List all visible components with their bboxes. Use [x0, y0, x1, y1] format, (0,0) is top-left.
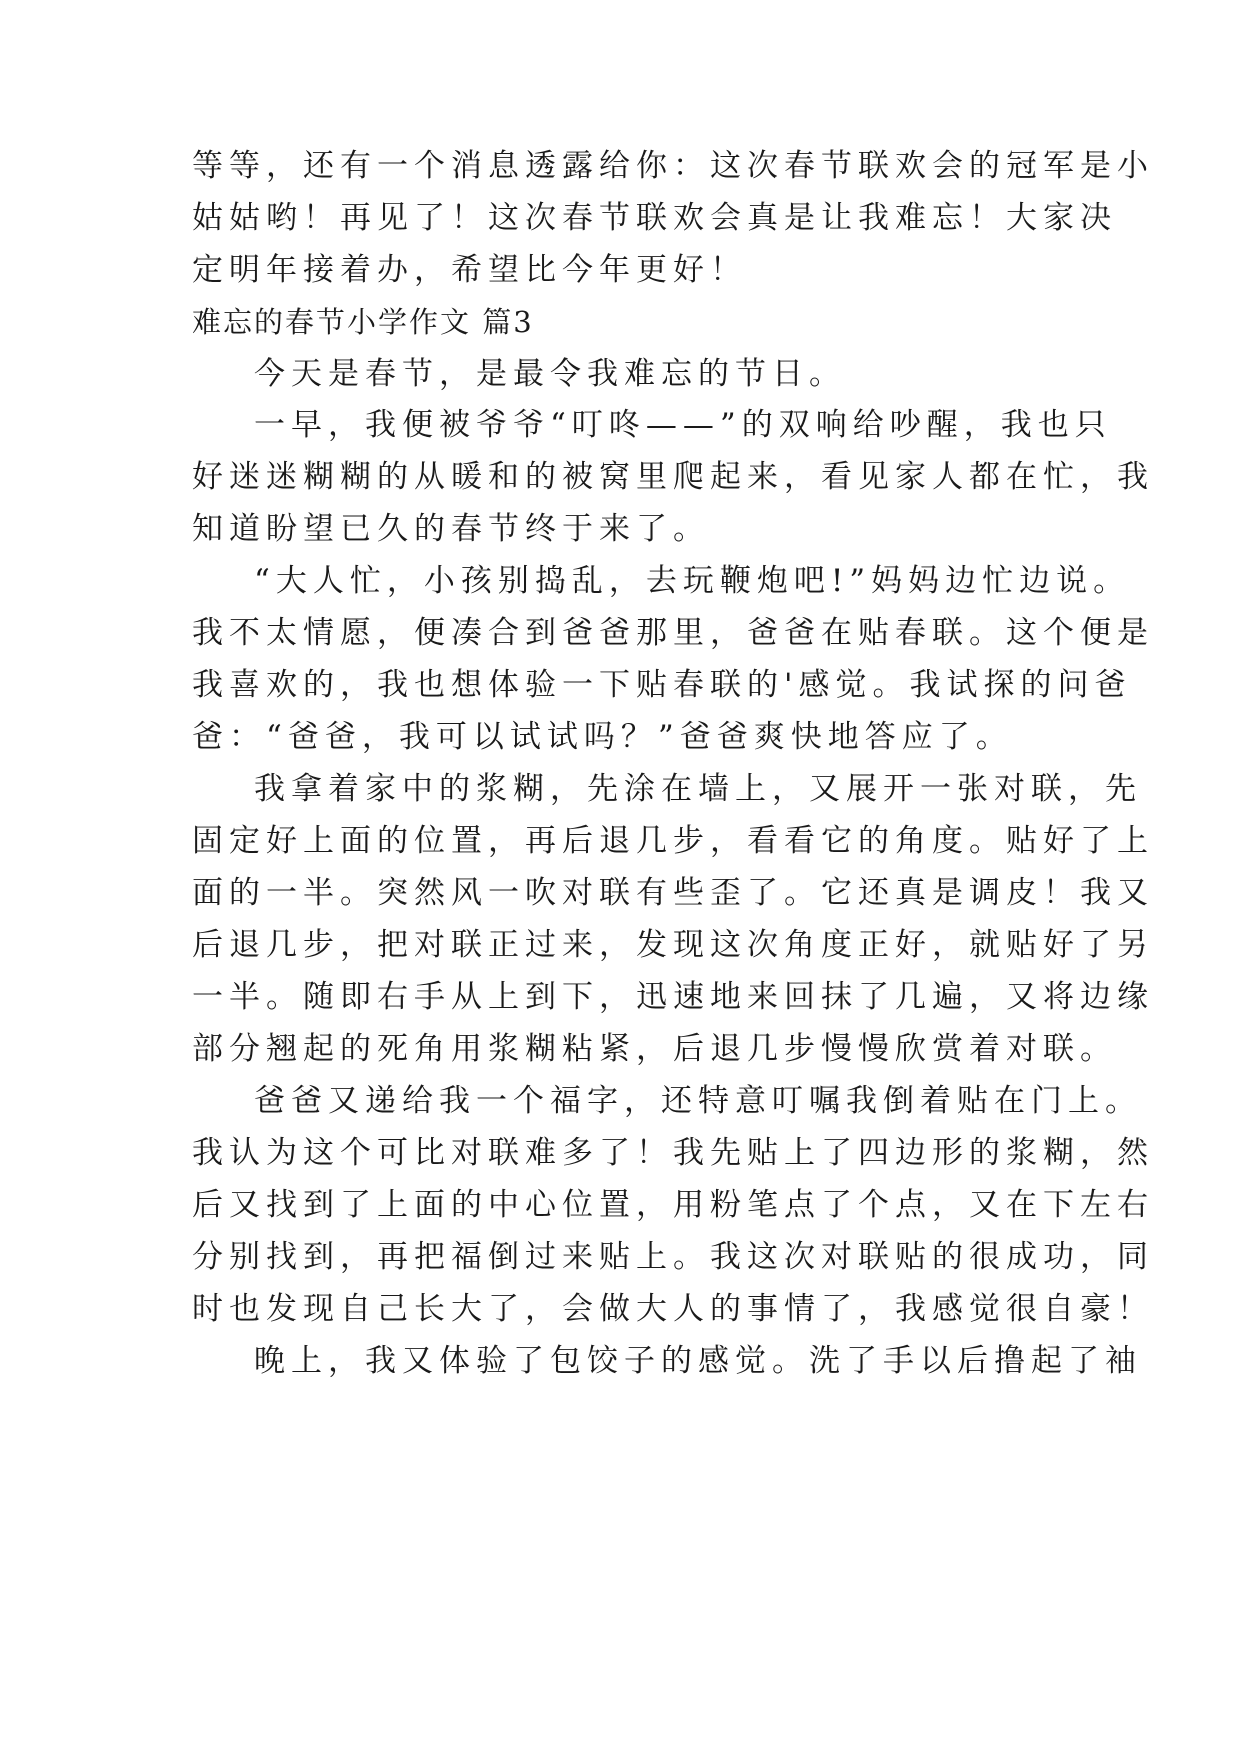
- paragraph-line: 爸：“爸爸，我可以试试吗？”爸爸爽快地答应了。: [192, 719, 1013, 755]
- paragraph-line: 我认为这个可比对联难多了！我先贴上了四边形的浆糊，然: [192, 1135, 1154, 1171]
- paragraph-line: 部分翘起的死角用浆糊粘紧，后退几步慢慢欣赏着对联。: [192, 1031, 1117, 1067]
- paragraph-first-line: “大人忙，小孩别捣乱，去玩鞭炮吧!”妈妈边忙边说。: [254, 563, 1131, 599]
- paragraph-line: 分别找到，再把福倒过来贴上。我这次对联贴的很成功，同: [192, 1239, 1154, 1275]
- paragraph-line: 时也发现自己长大了，会做大人的事情了，我感觉很自豪！: [192, 1291, 1154, 1327]
- paragraph-line: 等等，还有一个消息透露给你：这次春节联欢会的冠军是小: [192, 148, 1154, 184]
- paragraph-first-line: 我拿着家中的浆糊，先涂在墙上，又展开一张对联，先: [254, 771, 1142, 807]
- paragraph-line: 定明年接着办，希望比今年更好！: [192, 252, 747, 288]
- paragraph-line: 我喜欢的，我也想体验一下贴春联的'感觉。我试探的问爸: [192, 667, 1132, 703]
- paragraph-line: 一半。随即右手从上到下，迅速地来回抹了几遍，又将边缘: [192, 979, 1154, 1015]
- paragraph-line: 好迷迷糊糊的从暖和的被窝里爬起来，看见家人都在忙，我: [192, 459, 1154, 495]
- paragraph-line: 固定好上面的位置，再后退几步，看看它的角度。贴好了上: [192, 823, 1154, 859]
- paragraph-line: 面的一半。突然风一吹对联有些歪了。它还真是调皮！我又: [192, 875, 1154, 911]
- paragraph-line: 知道盼望已久的春节终于来了。: [192, 511, 710, 547]
- paragraph-first-line: 爸爸又递给我一个福字，还特意叮嘱我倒着贴在门上。: [254, 1083, 1142, 1119]
- paragraph-first-line: 今天是春节，是最令我难忘的节日。: [254, 356, 846, 392]
- paragraph-line: 我不太情愿，便凑合到爸爸那里，爸爸在贴春联。这个便是: [192, 615, 1154, 651]
- paragraph-first-line: 晚上，我又体验了包饺子的感觉。洗了手以后撸起了袖: [254, 1343, 1142, 1379]
- paragraph-line: 姑姑哟！再见了！这次春节联欢会真是让我难忘！大家决: [192, 200, 1117, 236]
- paragraph-line: 后又找到了上面的中心位置，用粉笔点了个点，又在下左右: [192, 1187, 1154, 1223]
- paragraph-first-line: 一早，我便被爷爷“叮咚——”的双响给吵醒，我也只: [254, 407, 1112, 443]
- section-heading: 难忘的春节小学作文 篇3: [192, 305, 534, 339]
- paragraph-line: 后退几步，把对联正过来，发现这次角度正好，就贴好了另: [192, 927, 1154, 963]
